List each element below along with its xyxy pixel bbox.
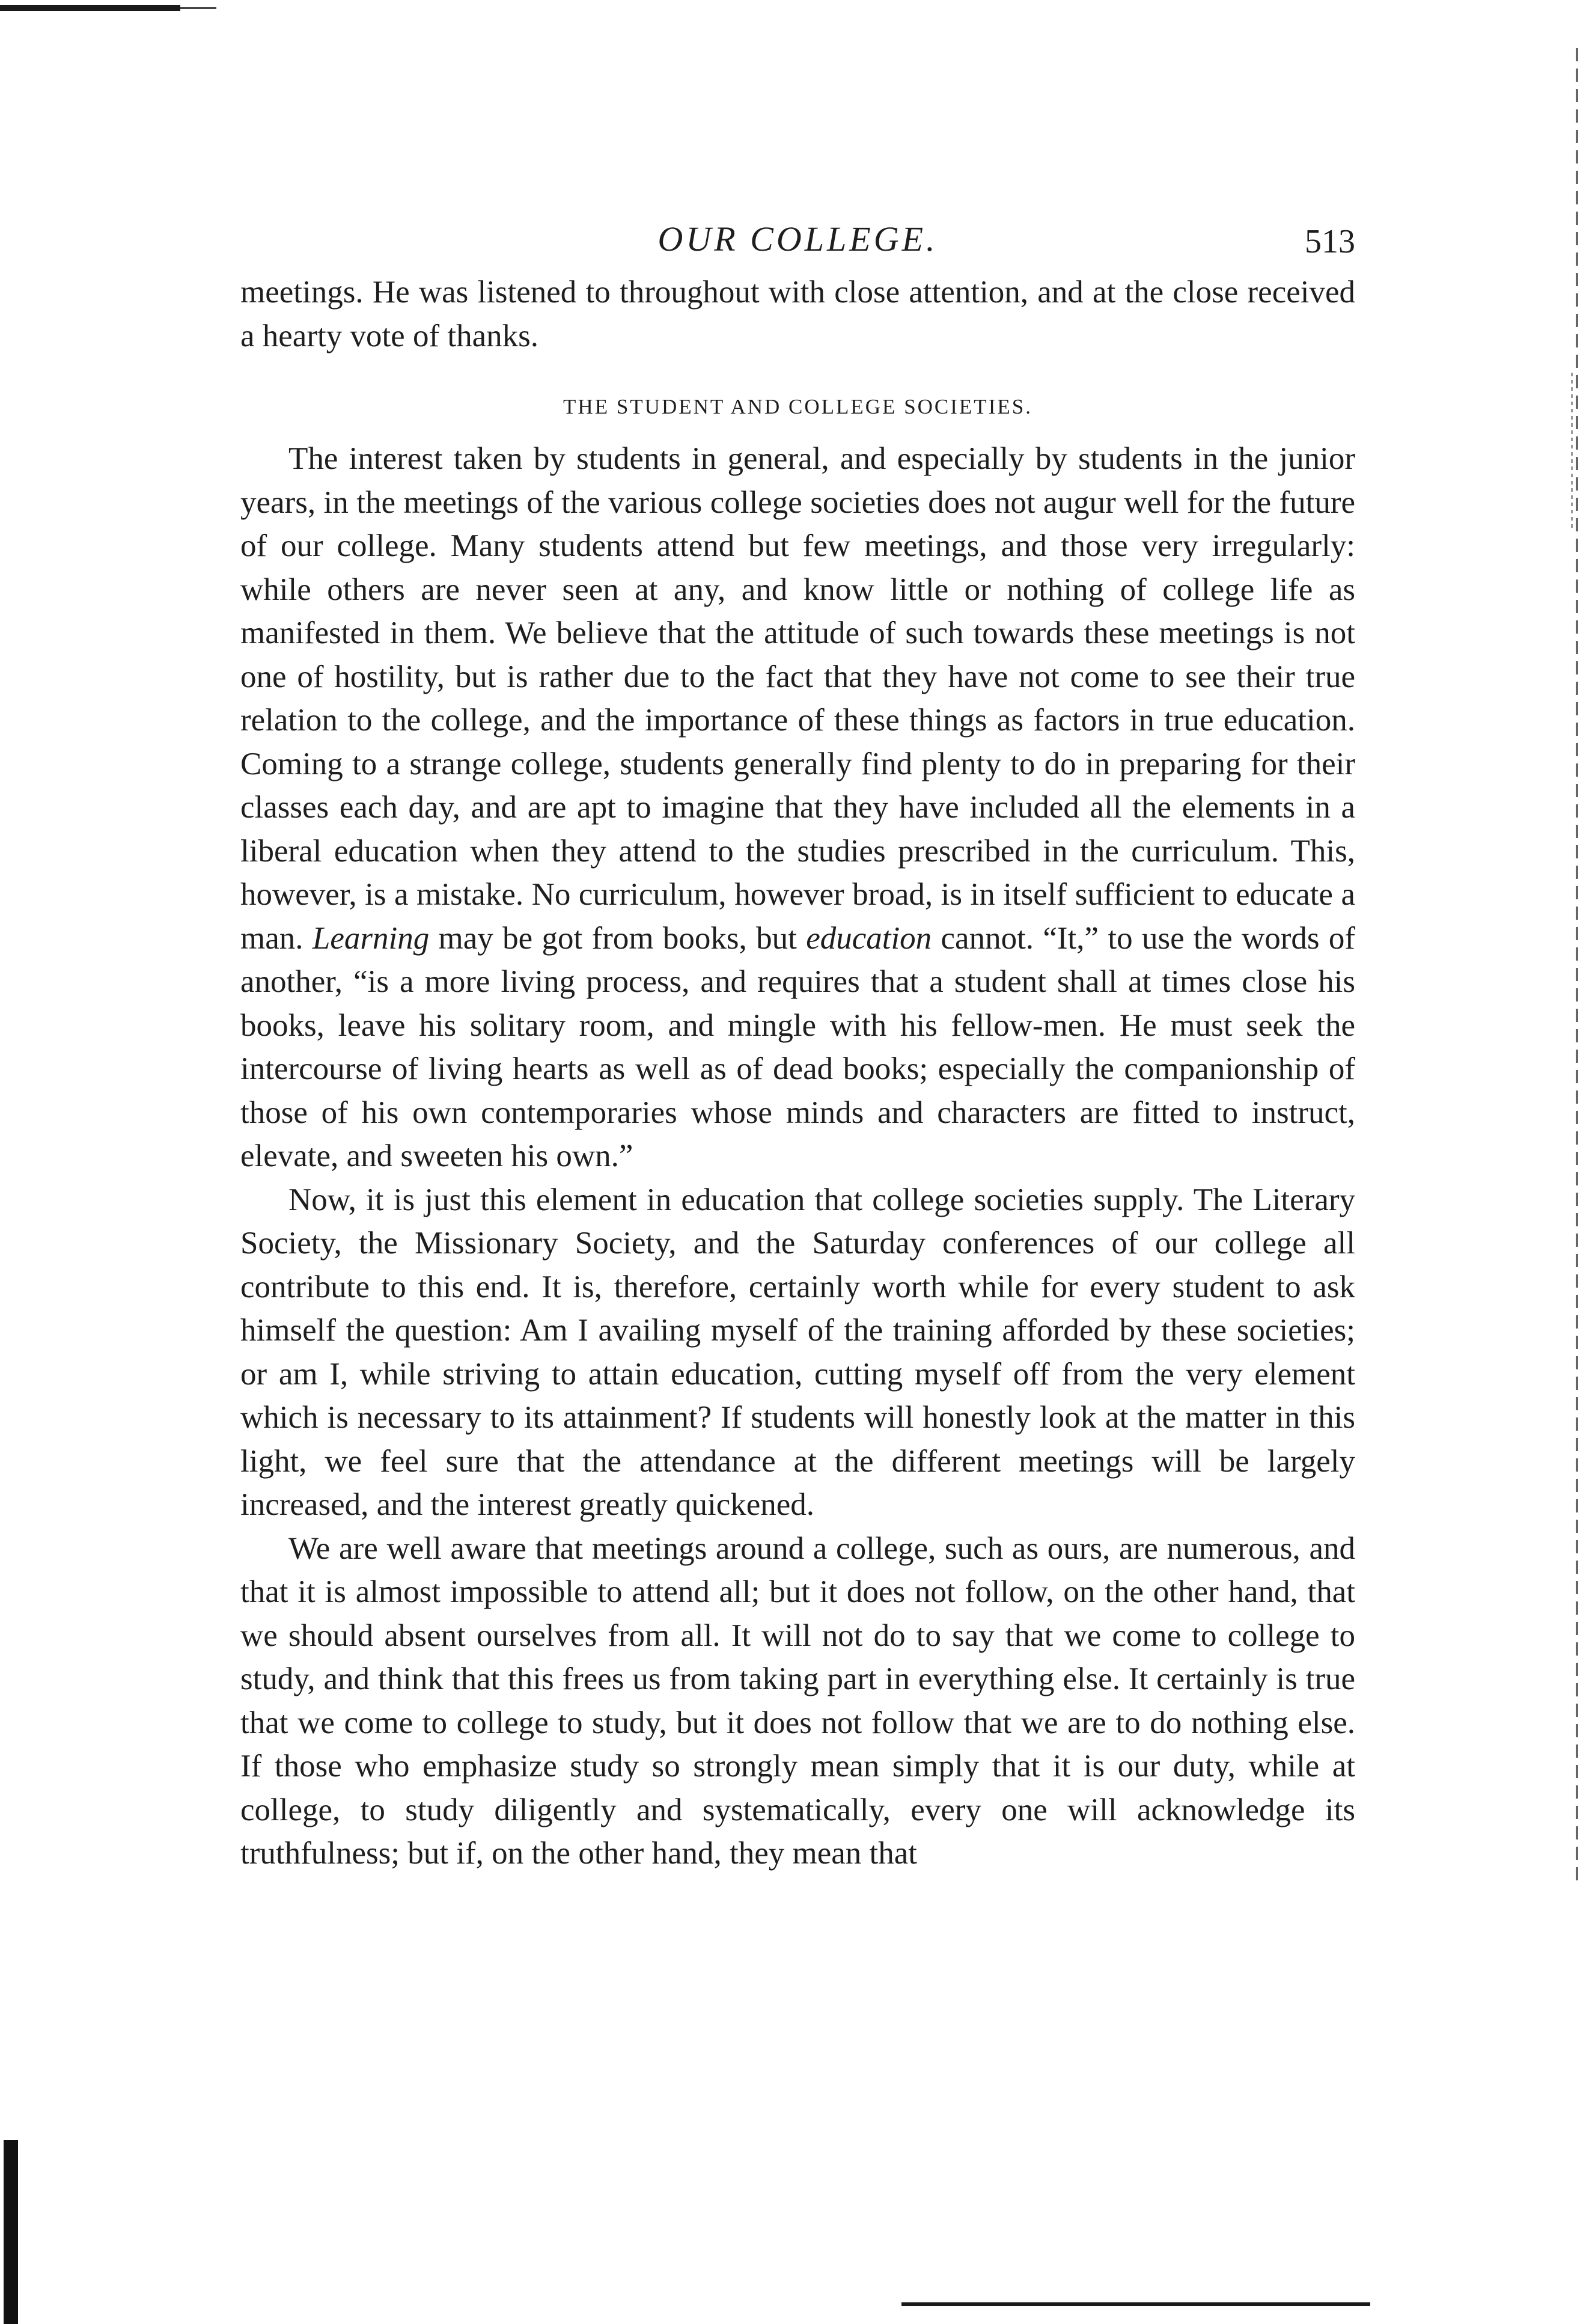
paragraph-1-text-c: cannot. “It,” to use the words of another, “is a more living process, and requires that a student shall at times close his books, leave his solitary room, and mingle with his fellow-men. He must seek the intercourse of living hearts as well as of dead books; especially the companionship of those of his own contemporaries whose minds and characters are fitted to instruct, elevate, and sweeten his own.”	[240, 920, 1356, 1173]
body-text	[240, 271, 1355, 1876]
scan-rule-top-thin	[180, 7, 216, 9]
paragraph-1	[240, 437, 1355, 1178]
opening-paragraph: meetings. He was listened to throughout with close attention, and at the close received a hearty vote of thanks.	[240, 275, 1355, 353]
book-page	[240, 204, 1355, 1876]
scan-rule-bottom	[901, 2302, 1370, 2306]
scan-rule-top	[0, 5, 180, 11]
page-header	[240, 204, 1355, 271]
paragraph-1-text-a: The interest taken by students in general, and especially by students in the junior years, in the meetings of the various college societies does not augur well for the future of our college. Many students attend but few meetings, and those very irregularly: while others are never seen at any, and know little or nothing of college life as manifested in them. We believe that the attitude of such towards these meetings is not one of hostility, but is rather due to the fact that they have not come to see their true relation to the college, and the importance of these things as factors in true education. Coming to a strange college, students generally find plenty to do in preparing for their classes each day, and are apt to imagine that they have included all the elements in a liberal education when they attend to the studies prescribed in the curriculum. This, however, is a mistake. No curriculum, however broad, is in itself sufficient to educate a man.	[240, 441, 1355, 956]
page-number: 513	[1305, 223, 1355, 260]
paragraph-2: Now, it is just this element in education that college societies supply. The Literary Society, the Missionary Society, and the Saturday conferences of our college all contribute to this end. It is, therefore, certainly worth while for every student to ask himself the question: Am I availing myself of the training afforded by these societies; or am I, while striving to attain education, cutting myself off from the very element which is necessary to its attainment? If students will honestly look at the matter in this light, we feel sure that the attendance at the different meetings will be largely increased, and the interest greatly quickened.	[240, 1182, 1355, 1522]
scan-edge-right	[1576, 48, 1578, 1882]
running-title: OUR COLLEGE.	[657, 219, 938, 258]
scan-edge-right-marks	[1571, 373, 1573, 529]
section-heading: THE STUDENT AND COLLEGE SOCIETIES.	[563, 395, 1032, 418]
emphasis-education: education	[806, 920, 932, 956]
paragraph-3: We are well aware that meetings around a college, such as ours, are numerous, and that it is almost impossible to attend all; but it does not follow, on the other hand, that we should absent ourselves from all. It will not do to say that we come to college to study, and think that this frees us from taking part in everything else. It certainly is true that we come to college to study, but it does not follow that we are to do nothing else. If those who emphasize study so strongly mean simply that it is our duty, while at college, to study diligently and systematically, every one will acknowledge its truthfulness; but if, on the other hand, they mean that	[240, 1530, 1355, 1871]
emphasis-learning: Learning	[312, 920, 430, 956]
scan-binding-edge	[4, 2140, 18, 2324]
paragraph-1-text-b: may be got from books, but	[438, 920, 797, 956]
